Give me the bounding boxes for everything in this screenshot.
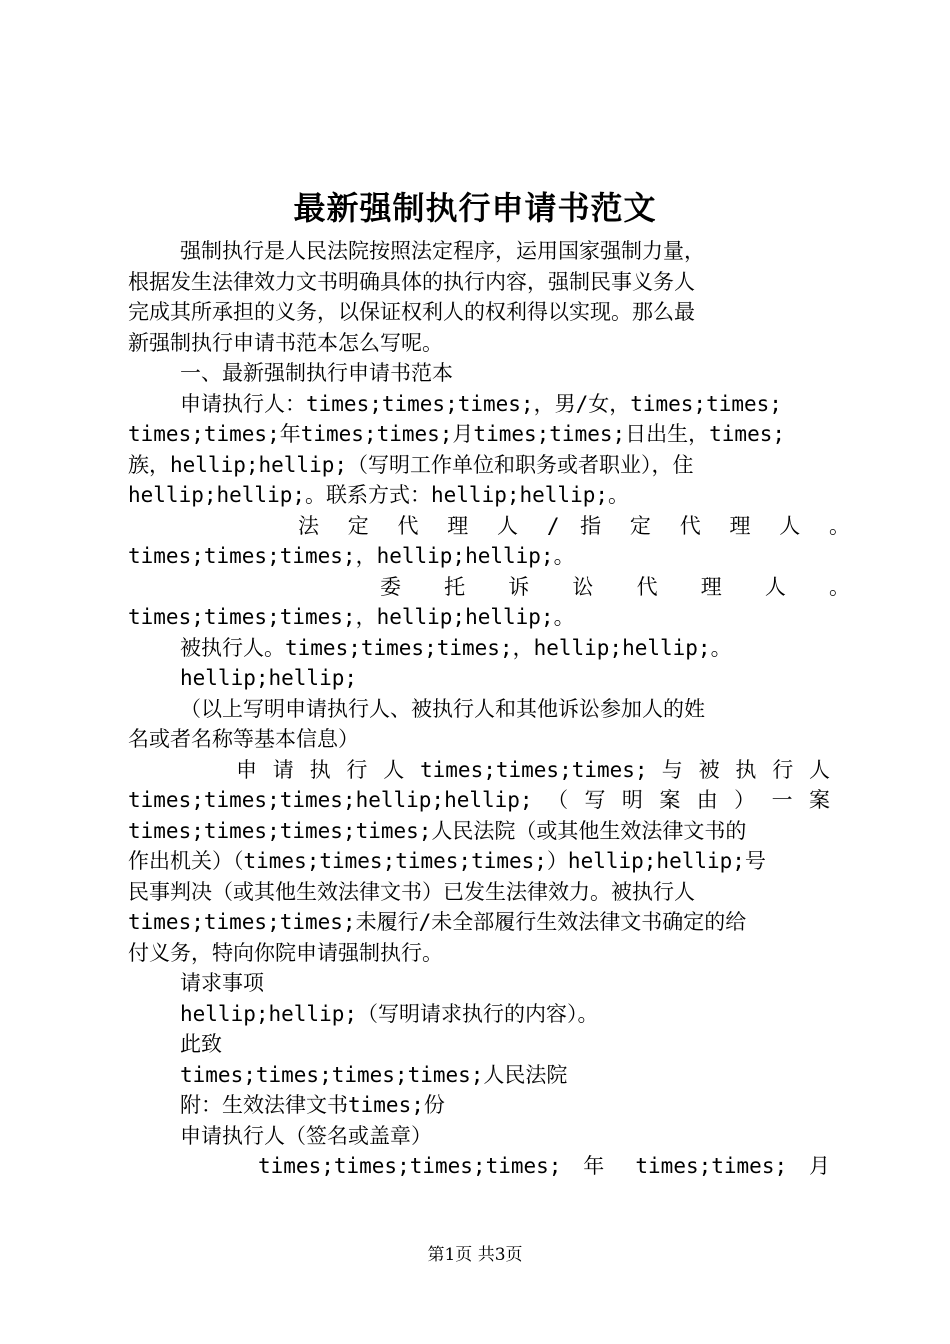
paragraph-line: hellip;hellip;（写明请求执行的内容）。 — [180, 1002, 599, 1026]
paragraph-line: 被执行人。times;times;times;，hellip;hellip;。 — [180, 636, 732, 660]
paragraph-line: times;times;times;times;人民法院 — [180, 1063, 568, 1087]
paragraph-line: 申 请 执 行 人 times;times;times; 与 被 执 行 人 — [236, 758, 830, 782]
paragraph-line: 民事判决（或其他生效法律文书）已发生法律效力。被执行人 — [128, 880, 695, 904]
paragraph-line: hellip;hellip; — [180, 666, 358, 690]
section-heading: 请求事项 — [180, 971, 264, 995]
paragraph-line: 名或者名称等基本信息） — [128, 727, 359, 751]
paragraph-line: 新强制执行申请书范本怎么写呢。 — [128, 331, 443, 355]
paragraph-line: 法 定 代 理 人 / 指 定 代 理 人 。 — [298, 514, 850, 538]
paragraph-line: 作出机关）（times;times;times;times;）hellip;hellip;号 — [128, 849, 766, 873]
paragraph-line: （以上写明申请执行人、被执行人和其他诉讼参加人的姓 — [180, 697, 705, 721]
paragraph-line: times;times;times;未履行/未全部履行生效法律文书确定的给 — [128, 910, 747, 934]
document-title: 最新强制执行申请书范文 — [293, 189, 657, 227]
paragraph-line: 委 托 诉 讼 代 理 人 。 — [380, 575, 850, 599]
paragraph-line: 申请执行人：times;times;times;，男/女，times;times; — [180, 392, 782, 416]
section-heading: 一、最新强制执行申请书范本 — [180, 361, 453, 385]
paragraph-line: 根据发生法律效力文书明确具体的执行内容，强制民事义务人 — [128, 270, 695, 294]
paragraph-line: times;times;times;，hellip;hellip;。 — [128, 544, 575, 568]
paragraph-line: times;times;年times;times;月times;times;日出生，times; — [128, 422, 786, 446]
paragraph-line: times;times;times;times; 年 times;times; 月 — [258, 1154, 830, 1178]
paragraph-line: 强制执行是人民法院按照法定程序，运用国家强制力量， — [180, 239, 705, 263]
paragraph-line: 完成其所承担的义务，以保证权利人的权利得以实现。那么最 — [128, 300, 695, 324]
paragraph-line: times;times;times;，hellip;hellip;。 — [128, 605, 575, 629]
page-footer: 第1页 共3页 — [427, 1245, 523, 1265]
paragraph-line: 此致 — [180, 1032, 222, 1056]
paragraph-line: 付义务，特向你院申请强制执行。 — [128, 941, 443, 965]
paragraph-line: times;times;times;times;人民法院（或其他生效法律文书的 — [128, 819, 747, 843]
paragraph-line: 族，hellip;hellip;（写明工作单位和职务或者职业），住 — [128, 453, 694, 477]
paragraph-line: hellip;hellip;。联系方式：hellip;hellip;。 — [128, 483, 630, 507]
paragraph-line: 附：生效法律文书times;份 — [180, 1093, 445, 1117]
paragraph-line: 申请执行人（签名或盖章） — [180, 1124, 432, 1148]
paragraph-line: times;times;times;hellip;hellip; （ 写 明 案 由 ） 一 案 — [128, 788, 830, 812]
